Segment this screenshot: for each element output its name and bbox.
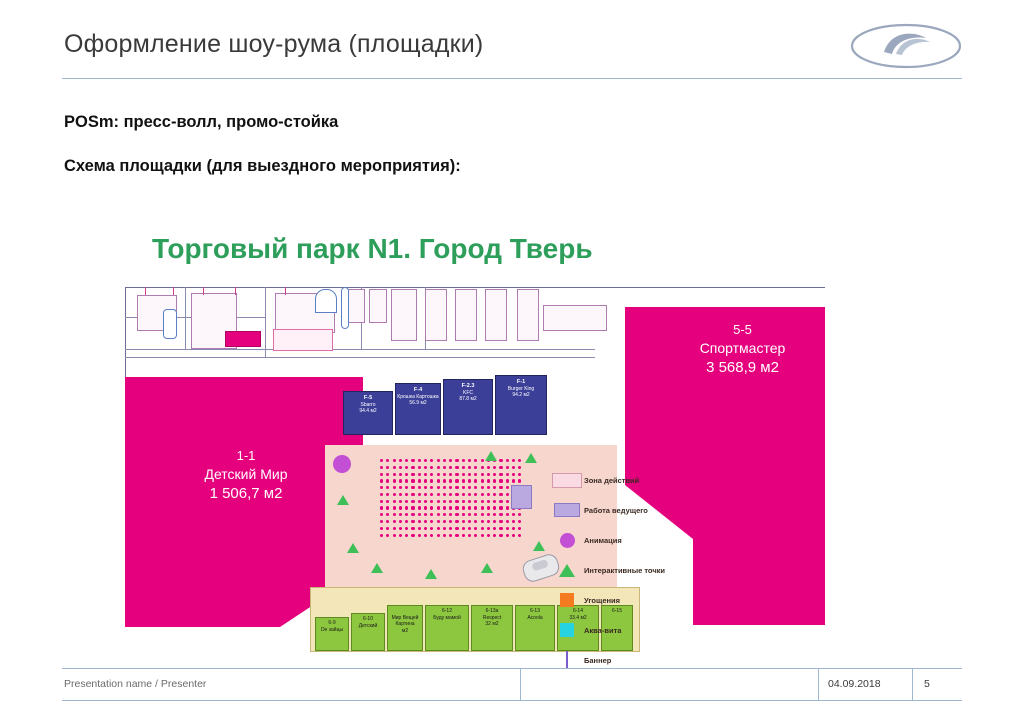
retail-unit-name: Respect [482, 614, 502, 621]
header-divider [62, 78, 962, 79]
legend-item [550, 555, 720, 585]
banner-bar-icon [550, 651, 584, 669]
retail-unit-name: Dе зайцы [320, 626, 344, 633]
plan-unit [455, 289, 477, 341]
retail-unit [387, 605, 423, 651]
footer-separator [818, 669, 819, 700]
legend-item [550, 585, 720, 615]
page-title: Оформление шоу-рума (площадки) [64, 30, 484, 58]
plan-unit [543, 305, 607, 331]
lada-logo [850, 22, 962, 70]
interactive-marker [337, 495, 349, 505]
plan-unit [425, 289, 447, 341]
venue-map [120, 215, 920, 665]
legend-label: Угощения [584, 595, 621, 605]
plan-unit [347, 289, 365, 323]
interactive-marker [347, 543, 359, 553]
food-unit-code: F-1 [516, 379, 526, 385]
treats-square-icon [550, 593, 584, 607]
interactive-marker [425, 569, 437, 579]
scheme-line: Схема площадки (для выездного мероприятия): [64, 157, 461, 175]
anchor-right-area: 3 568,9 м2 [706, 359, 779, 376]
food-unit-name: KFC [463, 389, 473, 396]
food-unit-area: 56.9 м2 [409, 400, 427, 406]
anchor-left-name: Детский Мир [204, 466, 288, 482]
food-unit-area: 94.4 м2 [359, 408, 377, 414]
retail-unit [315, 617, 349, 651]
plan-line [125, 357, 595, 358]
footer-divider-top [62, 668, 962, 669]
legend-item [550, 525, 720, 555]
food-unit [495, 375, 547, 435]
plan-line [125, 349, 595, 350]
footer-separator [912, 669, 913, 700]
floor-plan [125, 287, 825, 665]
food-unit [395, 383, 441, 435]
retail-unit-name: Детский [358, 622, 378, 629]
footer-date: 04.09.2018 [828, 678, 881, 690]
retail-unit-code: 6-10 [362, 616, 373, 622]
retail-unit-code: 6-15 [611, 608, 622, 614]
food-unit-name: Sbarro [360, 401, 376, 408]
retail-unit-code: 6-14 [572, 608, 583, 614]
plan-unit [517, 289, 539, 341]
elevator [341, 287, 349, 329]
legend-label: Баннер [584, 655, 612, 665]
anchor-left-label [161, 447, 331, 504]
retail-unit [425, 605, 469, 651]
retail-unit-area: м2 [401, 627, 409, 634]
posm-line: POSm: пресс-волл, промо-стойка [64, 113, 339, 131]
plan-unit [391, 289, 417, 341]
footer-presentation-name: Presentation name / Presenter [64, 678, 207, 690]
plan-unit [273, 329, 333, 351]
legend-label: Анимация [584, 535, 622, 545]
interactive-marker [485, 451, 497, 461]
interactive-marker [525, 453, 537, 463]
legend-item [550, 495, 720, 525]
anchor-left-code: 1-1 [236, 448, 256, 463]
plan-tick [285, 287, 286, 295]
legend-label: Аква-вита [584, 625, 622, 635]
plan-line [185, 287, 186, 349]
seating-grid [380, 459, 528, 541]
food-unit-name: Burger King [507, 385, 535, 392]
plan-line [265, 287, 266, 357]
animation-marker [333, 455, 351, 473]
retail-unit-name: Мир Вещей Картина [391, 614, 419, 627]
retail-unit-code: 6-13а [485, 608, 499, 614]
retail-unit-area: 32 м2 [485, 621, 499, 627]
animation-circle-icon [550, 533, 584, 548]
interactive-marker [533, 541, 545, 551]
food-unit-code: F-5 [363, 395, 373, 401]
interactive-marker [371, 563, 383, 573]
legend-item [550, 465, 720, 495]
retail-unit-name: Acoola [527, 614, 543, 621]
map-legend [550, 465, 720, 675]
retail-unit [471, 605, 513, 651]
anchor-right-label [655, 321, 830, 378]
plan-unit [485, 289, 507, 341]
elevator [315, 289, 337, 313]
escalator [163, 309, 177, 339]
footer-page-number: 5 [924, 678, 930, 690]
plan-tick [145, 287, 146, 295]
host-swatch [550, 503, 584, 517]
anchor-left-area: 1 506,7 м2 [209, 485, 283, 502]
retail-unit [351, 613, 385, 651]
plan-unit-highlight [225, 331, 261, 347]
legend-label: Зона действий [584, 475, 640, 485]
retail-unit-code: 6-13 [529, 608, 540, 614]
retail-unit-code: 6-9 [328, 620, 336, 626]
legend-item [550, 615, 720, 645]
footer-divider-bottom [62, 700, 962, 701]
food-unit-name: Крошка Картошка [397, 393, 439, 400]
plan-tick [235, 287, 236, 295]
zone-swatch [550, 473, 584, 488]
legend-item [550, 645, 720, 675]
food-unit-area: 94.2 м2 [512, 392, 530, 398]
retail-unit-area: 33.4 м2 [569, 614, 587, 621]
retail-unit [515, 605, 555, 651]
plan-unit [369, 289, 387, 323]
retail-unit-name: Буду мамой [433, 614, 461, 621]
retail-unit-code: 6-12 [441, 608, 452, 614]
plan-tick [173, 287, 174, 295]
food-unit [443, 379, 493, 435]
aqua-square-icon [550, 623, 584, 637]
legend-label: Интерактивные точки [584, 565, 666, 575]
legend-label: Работа ведущего [584, 505, 648, 515]
footer-separator [520, 669, 521, 700]
plan-tick [203, 287, 204, 295]
anchor-right-name: Спортмастер [699, 340, 786, 356]
food-unit-code: F-2.3 [461, 383, 475, 389]
anchor-right-code: 5-5 [733, 322, 752, 337]
food-unit [343, 391, 393, 435]
interactive-triangle-icon [550, 564, 584, 577]
host-marker [511, 485, 532, 509]
food-unit-code: F-4 [413, 387, 423, 393]
interactive-marker [481, 563, 493, 573]
map-title: Торговый парк N1. Город Тверь [152, 233, 593, 264]
food-unit-area: 87.8 м2 [459, 396, 477, 402]
